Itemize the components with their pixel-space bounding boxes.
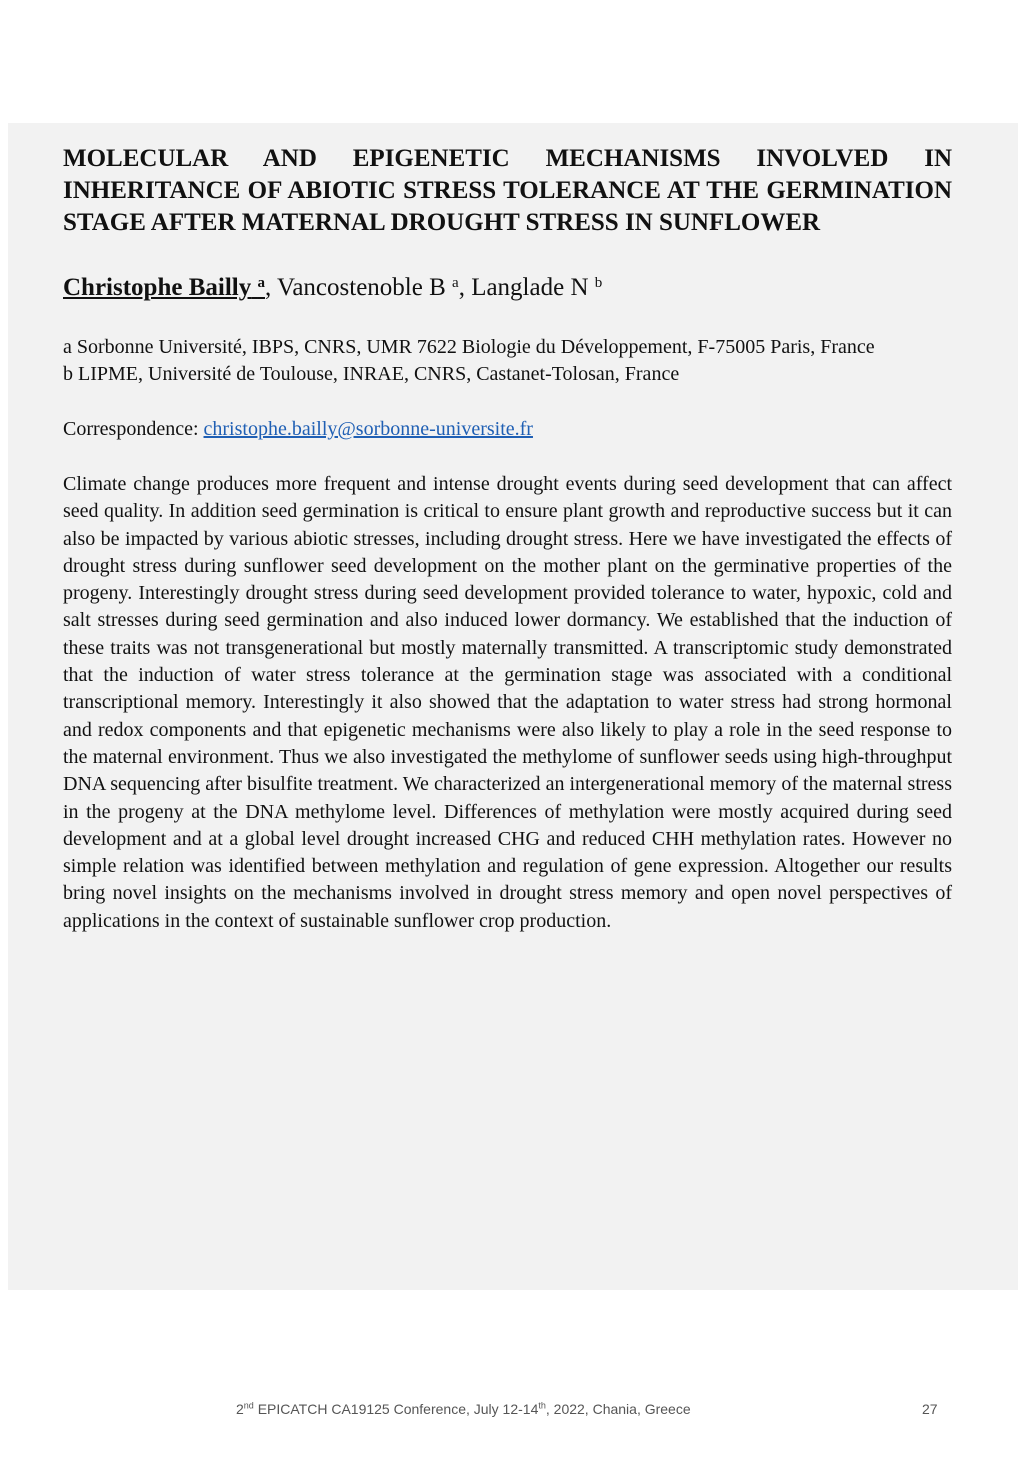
author-name: Vancostenoble B <box>277 274 446 301</box>
author-name: Langlade N <box>471 274 589 301</box>
author-affiliation-mark: a <box>452 274 459 291</box>
abstract-content <box>63 143 952 955</box>
affiliations <box>63 334 952 388</box>
correspondence <box>63 416 952 443</box>
page-number: 27 <box>922 1401 938 1417</box>
presenting-author <box>63 274 265 301</box>
abstract-title: MOLECULAR AND EPIGENETIC MECHANISMS INVOLVED IN INHERITANCE OF ABIOTIC STRESS TOLERANCE AT THE GERMINATION STAGE AFTER MATERNAL DROUGHT STRESS IN SUNFLOWER <box>63 145 952 236</box>
correspondence-email-link[interactable]: christophe.bailly@sorbonne-universite.fr <box>203 418 533 440</box>
correspondence-label: Correspondence: <box>63 418 204 440</box>
author-list: Christophe Bailly $^a$, Vancostenoble B $^a$, Langlade N $^b$ <box>63 274 603 301</box>
author-affiliation-mark: b <box>594 274 603 291</box>
affiliation-a: a Sorbonne Université, IBPS, CNRS, UMR 7622 Biologie du Développement, F-75005 Paris, France <box>63 336 875 358</box>
page-footer <box>0 1401 1024 1421</box>
abstract-body: Climate change produces more frequent and intense drought events during seed development that can affect seed quality. In addition seed germination is critical to ensure plant growth and reproductive success but it can also be impacted by various abiotic stresses, including drought stress. Here we have investigated the effects of drought stress during sunflower seed development on the mother plant on the germinative properties of the progeny. Interestingly drought stress during seed development provided tolerance to water, hypoxic, cold and salt stresses during seed germination and also induced lower dormancy. We established that the induction of these traits was not transgenerational but mostly maternally transmitted. A transcriptomic study demonstrated that the induction of water stress tolerance at the germination stage was associated with a conditional transcriptional memory. Interestingly it also showed that the adaptation to water stress had strong hormonal and redox components and that epigenetic mechanisms were also likely to play a role in the seed response to the maternal environment. Thus we also investigated the methylome of sunflower seeds using high-throughput DNA sequencing after bisulfite treatment. We characterized an intergenerational memory of the maternal stress in the progeny at the DNA methylome level. Differences of methylation were mostly acquired during seed development and at a global level drought increased CHG and reduced CHH methylation rates. However no simple relation was identified between methylation and regulation of gene expression. Altogether our results bring novel insights on the mechanisms involved in drought stress memory and open novel perspectives of applications in the context of sustainable sunflower crop production. <box>63 473 952 932</box>
author-affiliation-mark: a <box>257 274 265 291</box>
footer-conference-text: 2nd EPICATCH CA19125 Conference, July 12-14th, 2022, Chania, Greece <box>236 1400 691 1417</box>
author-name: Christophe Bailly <box>63 274 252 301</box>
affiliation-b: b LIPME, Université de Toulouse, INRAE, CNRS, Castanet-Tolosan, France <box>63 363 680 385</box>
